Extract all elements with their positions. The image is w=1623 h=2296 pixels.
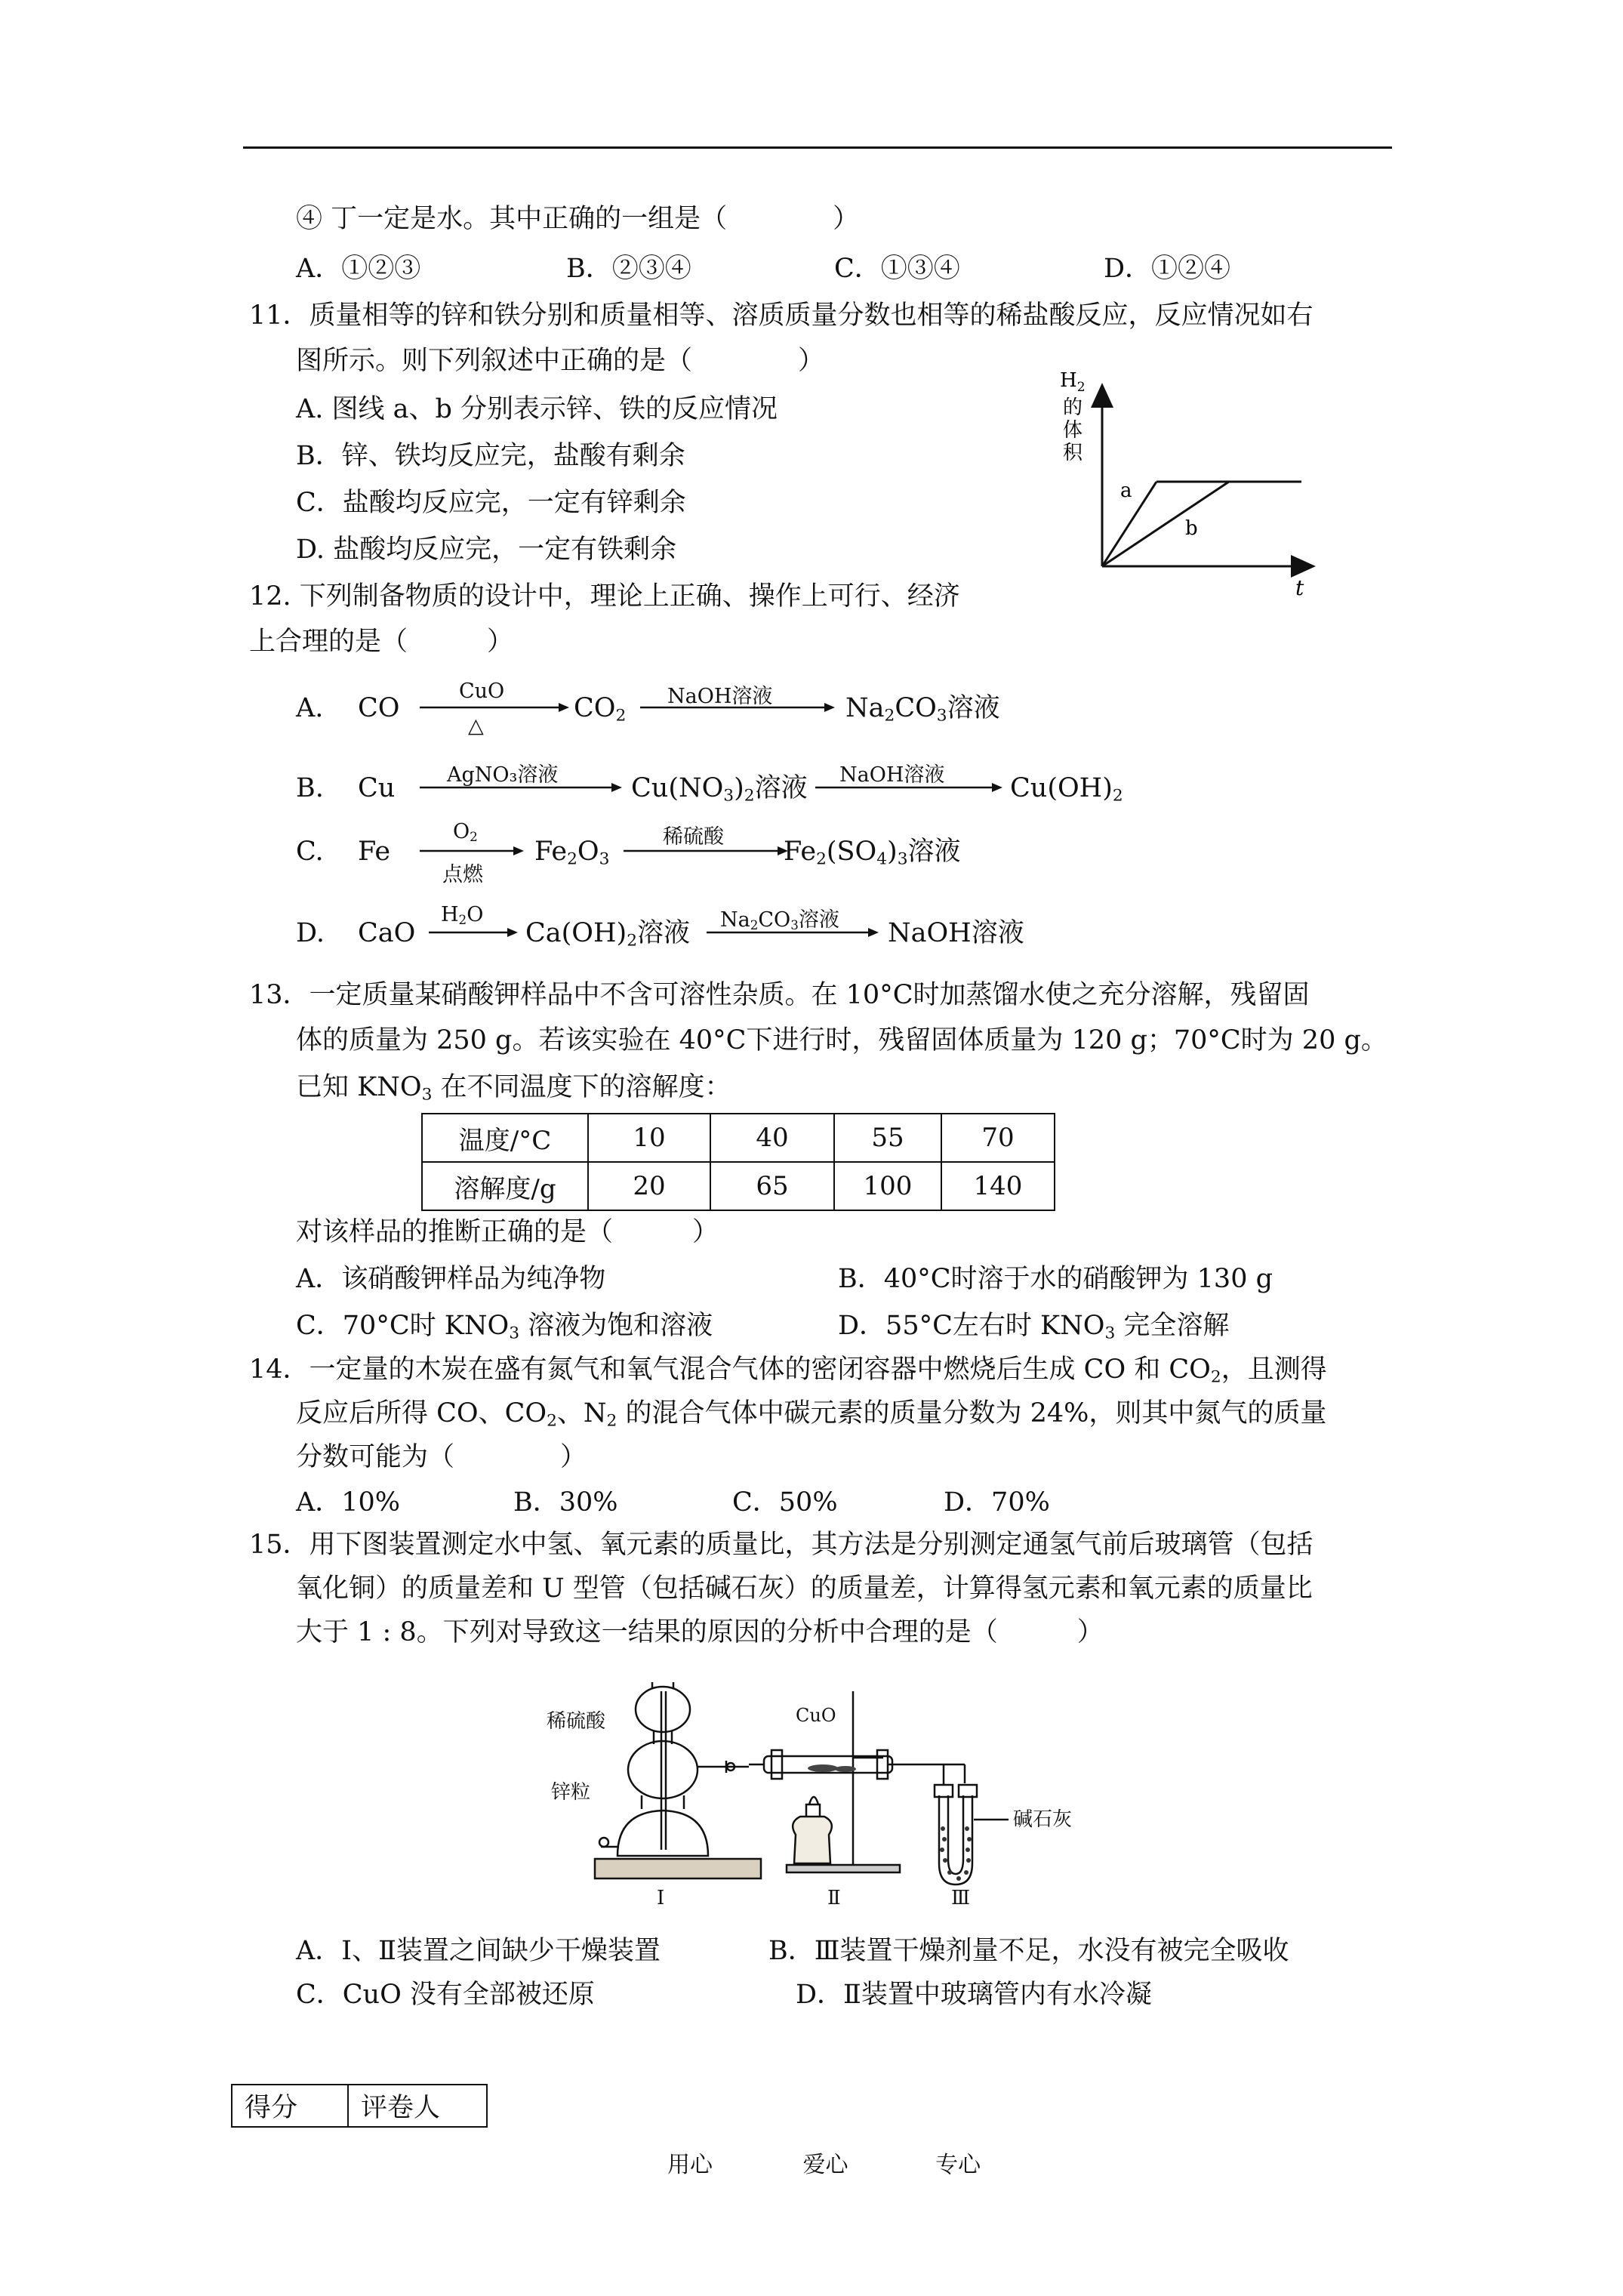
table-row: [422, 1162, 1055, 1210]
label-apparatus-I: Ⅰ: [657, 1887, 665, 1909]
graph-label-b: b: [1185, 517, 1198, 540]
score-box: [231, 2084, 488, 2128]
q11-option-a: A. 图线 a、b 分别表示锌、铁的反应情况: [296, 394, 778, 424]
q13-stem-line1: 13．一定质量某硝酸钾样品中不含可溶性杂质。在 10°C时加蒸馏水使之充分溶解，残留固: [249, 980, 1310, 1010]
alcohol-lamp: [793, 1797, 832, 1863]
solubility-table: [421, 1113, 1055, 1211]
q11-option-d: D. 盐酸均反应完，一定有铁剩余: [296, 535, 677, 565]
label-apparatus-II: Ⅱ: [827, 1887, 841, 1909]
q14-stem-line2: 反应后所得 CO、$CO_2$、$N_2$ 的混合气体中碳元素的质量分数为 24%，则其中氮气的质量: [296, 1398, 1327, 1431]
footer-item: 用心: [667, 2152, 713, 2178]
graph-label-a: a: [1120, 479, 1132, 502]
q12c-arrow1-top: $O_2$: [453, 820, 478, 845]
label-dilute-sulfuric-acid: 稀硫酸: [547, 1710, 606, 1733]
q12c-start: Fe: [358, 837, 391, 867]
q13-option-a: A．该硝酸钾样品为纯净物: [296, 1264, 606, 1294]
score-box-score: 得分: [232, 2085, 348, 2127]
q12d-arrow1: [429, 927, 519, 938]
footer-item: 爱心: [802, 2152, 848, 2178]
label-zinc-granules: 锌粒: [551, 1781, 591, 1804]
graph-ylabel-h2: $H_2$: [1060, 370, 1086, 395]
table-cell: 40: [710, 1114, 834, 1162]
q12b-mid: $Cu(NO_3)_2$溶液: [631, 773, 808, 806]
u-tube: [935, 1764, 1009, 1885]
q12d-mid: $Ca(OH)_2$溶液: [525, 918, 691, 951]
label-cuo: CuO: [796, 1705, 836, 1726]
page-footer: [667, 2146, 981, 2179]
table-cell: 溶解度/g: [422, 1162, 588, 1210]
kipp-generator: [595, 1682, 761, 1878]
label-soda-lime: 碱石灰: [1013, 1808, 1073, 1831]
soda-lime-granules: [940, 1826, 972, 1881]
graph-ylabel-de: 的: [1063, 396, 1083, 419]
q12b-end: $Cu(OH)_2$: [1010, 773, 1123, 806]
q12d-arrow2-top: $Na_2CO_3$溶液: [720, 908, 839, 933]
q12c-arrow2-top: 稀硫酸: [663, 825, 724, 849]
q10-option-b: B．②③④: [566, 254, 691, 284]
q12d-start: CaO: [358, 918, 416, 948]
table-cell: 55: [834, 1114, 941, 1162]
q12b-start: Cu: [358, 773, 396, 803]
q12c-arrow2: [624, 846, 790, 856]
q12a-label: A.: [296, 693, 324, 723]
q12a-arrow2: [640, 702, 836, 713]
q12d-arrow1-top: $H_2O$: [441, 903, 484, 928]
q10-option-c: C．①③④: [834, 254, 960, 284]
q12a-arrow1-bottom: △: [468, 714, 484, 738]
q12b-arrow2: [815, 782, 1004, 793]
graph-ylabel-ti: 体: [1063, 419, 1083, 442]
q15-option-a: A．Ⅰ、Ⅱ装置之间缺少干燥装置: [296, 1936, 661, 1966]
q15-option-c: C．CuO 没有全部被还原: [296, 1980, 595, 2010]
q12c-arrow1: [420, 846, 525, 856]
apparatus-figure: [528, 1661, 1132, 1918]
graph-label-t: t: [1295, 575, 1304, 600]
q12c-label: C.: [296, 837, 324, 867]
q14-stem-line3: 分数可能为（ ）: [296, 1442, 587, 1472]
cuo-powder: [808, 1764, 856, 1772]
q13-stem-line2: 体的质量为 250 g。若该实验在 40°C下进行时，残留固体质量为 120 g；70°C时为 20 g。: [296, 1025, 1387, 1056]
q12d-label: D.: [296, 918, 325, 948]
q13-option-c: C．70°C时 $KNO_3$ 溶液为饱和溶液: [296, 1311, 713, 1343]
q15-stem-line2: 氧化铜）的质量差和 U 型管（包括碱石灰）的质量差，计算得氢元素和氧元素的质量比: [296, 1573, 1313, 1604]
q12-stem-line2: 上合理的是（ ）: [249, 627, 514, 657]
q12-stem-line1: 12. 下列制备物质的设计中，理论上正确、操作上可行、经济: [249, 581, 960, 612]
q14-stem-line1: 14．一定量的木炭在盛有氮气和氧气混合气体的密闭容器中燃烧后生成 CO 和 $CO_2$，且测得: [249, 1354, 1327, 1387]
q12b-arrow2-top: NaOH溶液: [839, 763, 945, 787]
q11-stem-line2: 图所示。则下列叙述中正确的是（ ）: [296, 346, 825, 376]
table-cell: 10: [588, 1114, 710, 1162]
q10-option-d: D．①②④: [1104, 254, 1231, 284]
q14-option-a: A．10%: [296, 1487, 401, 1518]
q14-option-c: C．50%: [732, 1487, 838, 1518]
q13-ask: 对该样品的推断正确的是（ ）: [296, 1217, 719, 1247]
q13-option-d: D．55°C左右时 $KNO_3$ 完全溶解: [838, 1311, 1230, 1343]
q14-option-d: D．70%: [944, 1487, 1050, 1518]
q12a-arrow1-top: CuO: [459, 680, 505, 703]
label-apparatus-III: Ⅲ: [951, 1887, 971, 1909]
q13-option-b: B．40°C时溶于水的硝酸钾为 130 g: [838, 1264, 1273, 1294]
q12a-end: $Na_2CO_3$溶液: [845, 693, 1000, 726]
table-row: [422, 1114, 1055, 1162]
h2-volume-graph: [1042, 370, 1329, 604]
q15-option-b: B．Ⅲ装置干燥剂量不足，水没有被完全吸收: [768, 1936, 1289, 1966]
score-box-grader: 评卷人: [348, 2085, 487, 2127]
q12a-mid: $CO_2$: [574, 693, 627, 726]
q15-stem-line1: 15．用下图装置测定水中氢、氧元素的质量比，其方法是分别测定通氢气前后玻璃管（包括: [249, 1530, 1313, 1560]
q12b-label: B.: [296, 773, 324, 803]
q12b-arrow1: [420, 782, 624, 793]
q11-option-b: B．锌、铁均反应完，盐酸有剩余: [296, 441, 685, 471]
q12c-end: $Fe_2(SO_4)_3$溶液: [784, 837, 961, 869]
footer-item: 专心: [935, 2152, 981, 2178]
q12c-mid: $Fe_2O_3$: [534, 837, 610, 869]
q12c-arrow1-bottom: 点燃: [442, 863, 483, 886]
q12d-arrow2: [707, 927, 880, 938]
table-cell: 温度/°C: [422, 1114, 588, 1162]
q15-stem-line3: 大于 1 : 8。下列对导致这一结果的原因的分析中合理的是（ ）: [296, 1617, 1104, 1647]
header-rule: [243, 146, 1392, 149]
table-cell: 70: [941, 1114, 1055, 1162]
q12b-arrow1-top: AgNO₃溶液: [447, 763, 559, 787]
combustion-tube-stand: [749, 1691, 965, 1872]
graph-ylabel-ji: 积: [1063, 442, 1083, 464]
q15-option-d: D．Ⅱ装置中玻璃管内有水冷凝: [796, 1980, 1152, 2010]
table-cell: 140: [941, 1162, 1055, 1210]
q12a-arrow2-top: NaOH溶液: [667, 685, 773, 708]
q10-item4: ④ 丁一定是水。其中正确的一组是（ ）: [296, 204, 860, 234]
q11-stem-line1: 11．质量相等的锌和铁分别和质量相等、溶质质量分数也相等的稀盐酸反应，反应情况如右: [249, 300, 1313, 331]
table-cell: 65: [710, 1162, 834, 1210]
q13-stem-line3: 已知 $KNO_3$ 在不同温度下的溶解度：: [296, 1072, 731, 1105]
table-cell: 20: [588, 1162, 710, 1210]
q12d-end: NaOH溶液: [888, 918, 1024, 948]
q12a-start: CO: [358, 693, 400, 723]
table-cell: 100: [834, 1162, 941, 1210]
q11-option-c: C．盐酸均反应完，一定有锌剩余: [296, 488, 686, 518]
q12a-arrow1: [420, 702, 571, 713]
q10-option-a: A．①②③: [296, 254, 421, 284]
q14-option-b: B．30%: [513, 1487, 618, 1518]
